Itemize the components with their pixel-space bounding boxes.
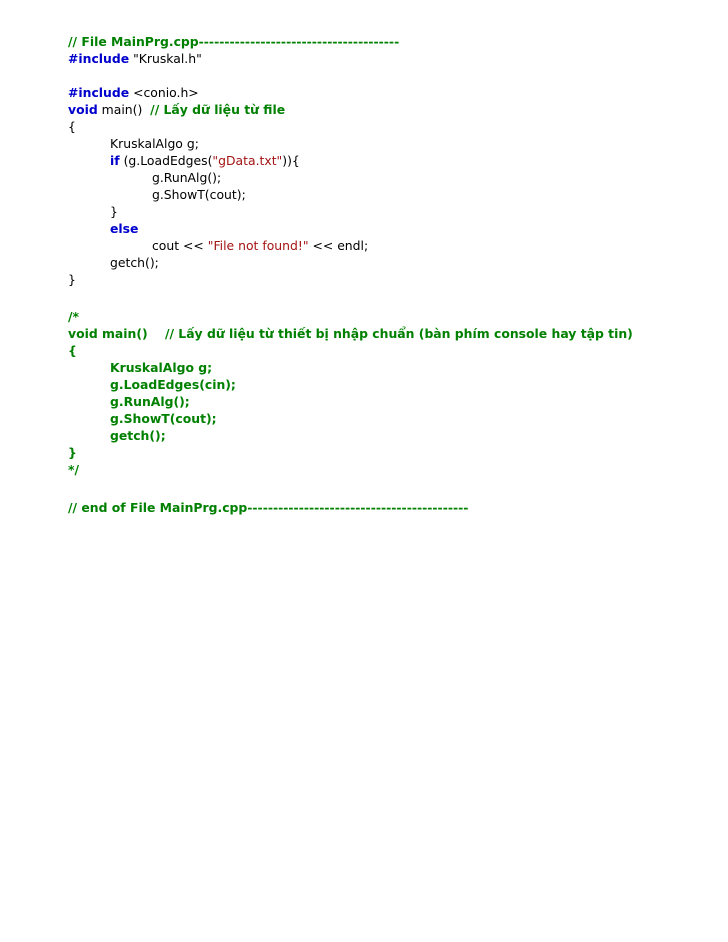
code-line-commented-close-brace <box>68 444 77 461</box>
open-brace: { <box>68 119 76 134</box>
code-line-main-signature <box>68 101 285 118</box>
else-keyword: else <box>110 221 139 236</box>
include-keyword: #include <box>68 51 130 66</box>
cout-start: cout << <box>152 238 208 253</box>
footer-comment: // end of File MainPrg.cpp------------------------------------------- <box>68 500 469 515</box>
header-comment: // File MainPrg.cpp--------------------------------------- <box>68 34 400 49</box>
filename-string: "gData.txt" <box>212 153 283 168</box>
error-string: "File not found!" <box>207 238 309 253</box>
code-line-commented-showt <box>110 410 217 427</box>
include-keyword: #include <box>68 85 130 100</box>
block-comment: */ <box>68 462 80 477</box>
void-keyword: void <box>68 102 98 117</box>
code-line-include-conio <box>68 84 199 101</box>
code-line-runalg <box>152 169 221 186</box>
code-line-commented-loadedges <box>110 376 236 393</box>
code-line-close-brace <box>68 271 76 288</box>
code-line-commented-getch <box>110 427 166 444</box>
declaration: KruskalAlgo g; <box>110 136 199 151</box>
if-condition-start: (g.LoadEdges( <box>119 153 213 168</box>
close-brace: } <box>110 204 118 219</box>
code-line-block-comment-open <box>68 308 79 325</box>
statement: g.RunAlg(); <box>152 170 222 185</box>
code-line-include-kruskal <box>68 50 202 67</box>
statement: getch(); <box>110 255 159 270</box>
code-line-block-comment-close <box>68 461 79 478</box>
block-comment: g.RunAlg(); <box>110 394 190 409</box>
code-line-cout-error <box>152 237 368 254</box>
code-line-declare-g <box>110 135 199 152</box>
include-target: "Kruskal.h" <box>129 51 202 66</box>
cout-end: << endl; <box>308 238 369 253</box>
block-comment: void main() // Lấy dữ liệu từ thiết bị nhập chuẩn (bàn phím console hay tập tin) <box>68 326 633 341</box>
main-signature: main() <box>97 102 151 117</box>
block-comment: KruskalAlgo g; <box>110 360 213 375</box>
code-line-commented-declare <box>110 359 212 376</box>
code-line-else <box>110 220 138 237</box>
block-comment: g.LoadEdges(cin); <box>110 377 236 392</box>
code-line-showt <box>152 186 246 203</box>
statement: g.ShowT(cout); <box>152 187 246 202</box>
if-condition-end: )){ <box>282 153 300 168</box>
block-comment: } <box>68 445 77 460</box>
block-comment: { <box>68 343 77 358</box>
code-line-if-close <box>110 203 118 220</box>
code-line-getch <box>110 254 159 271</box>
code-line-file-header <box>68 33 399 50</box>
include-target: <conio.h> <box>129 85 199 100</box>
code-line-file-footer <box>68 499 468 516</box>
block-comment: getch(); <box>110 428 166 443</box>
code-line-commented-open-brace <box>68 342 77 359</box>
main-comment: // Lấy dữ liệu từ file <box>150 102 286 117</box>
code-line-commented-runalg <box>110 393 190 410</box>
close-brace: } <box>68 272 76 287</box>
block-comment: /* <box>68 309 80 324</box>
code-line-open-brace <box>68 118 76 135</box>
if-keyword: if <box>110 153 120 168</box>
block-comment: g.ShowT(cout); <box>110 411 217 426</box>
code-line-if-loadedges <box>110 152 300 169</box>
code-line-commented-main <box>68 325 633 342</box>
